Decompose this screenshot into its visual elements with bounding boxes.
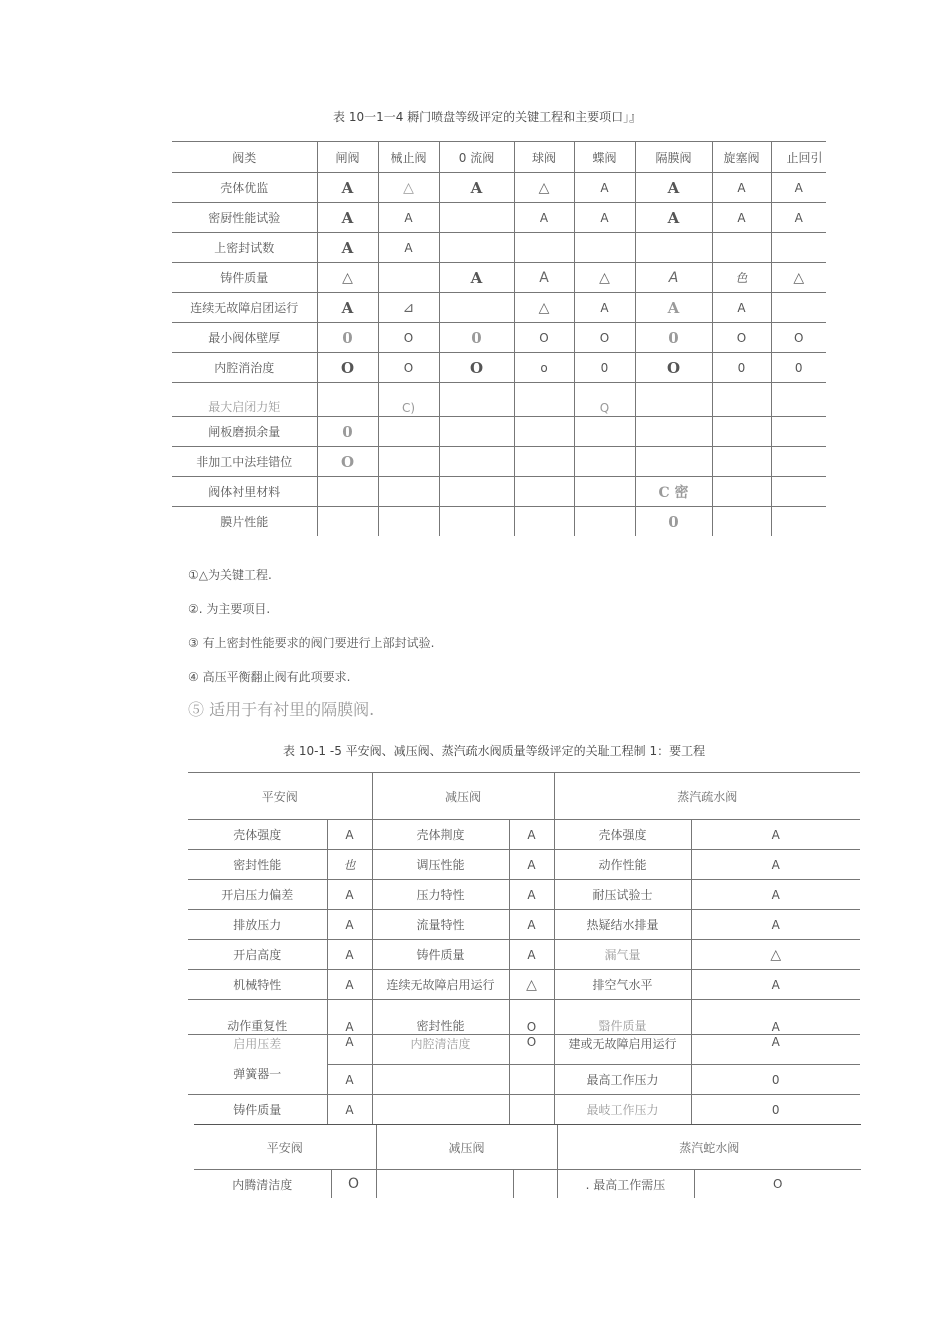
cell: O	[694, 1170, 861, 1199]
cell: O	[771, 323, 826, 353]
row-label: 铸件质量	[172, 263, 317, 293]
cell: 0	[317, 323, 378, 353]
table1-header-row	[172, 142, 826, 173]
cell	[514, 477, 574, 507]
cell: O	[712, 323, 771, 353]
cell: 排放压力	[188, 910, 327, 940]
cell: A	[327, 1095, 372, 1125]
header-cell: 械止阀	[378, 142, 439, 173]
table-row	[172, 323, 826, 353]
row-label: 上密封试数	[172, 233, 317, 263]
cell: A	[514, 263, 574, 293]
cell: 铸件质量	[372, 940, 509, 970]
cell	[574, 447, 635, 477]
cell: A	[509, 850, 554, 880]
cell	[712, 383, 771, 417]
cell	[771, 417, 826, 447]
table-row	[172, 417, 826, 447]
table-row	[188, 1000, 860, 1035]
table-row	[172, 203, 826, 233]
group-header: 减压阀	[376, 1125, 557, 1170]
cell: A	[439, 263, 514, 293]
cell: O	[509, 1035, 554, 1065]
cell: 建或无故障启用运行	[554, 1035, 691, 1065]
cell	[514, 233, 574, 263]
cell	[439, 507, 514, 537]
cell	[439, 383, 514, 417]
cell: O	[439, 353, 514, 383]
cell: 色	[712, 263, 771, 293]
cell: A	[691, 820, 860, 850]
cell	[514, 383, 574, 417]
cell	[574, 417, 635, 447]
cell	[514, 507, 574, 537]
table-row	[172, 293, 826, 323]
safety-valve-table-continued	[194, 1124, 861, 1198]
cell: A	[635, 173, 712, 203]
cell: A	[509, 880, 554, 910]
cell	[439, 417, 514, 447]
cell: 翳件质量	[554, 1000, 691, 1035]
cell	[514, 417, 574, 447]
cell: △	[514, 293, 574, 323]
cell: 0	[439, 323, 514, 353]
cell: O	[574, 323, 635, 353]
table-row	[188, 1035, 860, 1065]
cell: A	[635, 293, 712, 323]
cell: A	[691, 910, 860, 940]
row-label: 非加工中法珪错位	[172, 447, 317, 477]
cell	[635, 447, 712, 477]
table-row	[188, 1095, 860, 1125]
cell	[771, 477, 826, 507]
cell: 壳体强度	[188, 820, 327, 850]
cell: △	[574, 263, 635, 293]
group-header: 平安阀	[194, 1125, 376, 1170]
table-row	[172, 233, 826, 263]
cell: O	[317, 447, 378, 477]
table2-caption: 表 10-1 -5 平安阀、减压阀、蒸汽疏水阀质量等级评定的关耻工程制 1：要工程	[283, 744, 706, 758]
cell: 漏气量	[554, 940, 691, 970]
table-row	[188, 820, 860, 850]
group-header: 平安阀	[188, 773, 372, 820]
cell: 内腔清洁度	[372, 1035, 509, 1065]
safety-valve-table	[188, 772, 860, 1124]
cell: A	[635, 203, 712, 233]
cell: 压力特性	[372, 880, 509, 910]
note-3: ③ 有上密封性能要求的阀门要进行上部封试验.	[188, 636, 435, 650]
cell	[439, 293, 514, 323]
cell: 最高工作压力	[554, 1065, 691, 1095]
cell: 最岐工作压力	[554, 1095, 691, 1125]
header-cell: 球阀	[514, 142, 574, 173]
cell	[771, 293, 826, 323]
header-cell: 隔膜阀	[635, 142, 712, 173]
cell: △	[509, 970, 554, 1000]
cell: A	[509, 910, 554, 940]
cell	[771, 507, 826, 537]
cell: 热疑结水排量	[554, 910, 691, 940]
cell: 0	[635, 507, 712, 537]
cell: A	[327, 1065, 372, 1095]
note-1: ①△为关键工程.	[188, 568, 272, 582]
table-row	[172, 383, 826, 417]
row-label: 闸板磨损余量	[172, 417, 317, 447]
cell: A	[327, 820, 372, 850]
table1-caption: 表 10一1一4 耨门喷盘等级评定的关键工程和主要项口」』	[333, 110, 642, 124]
cell: A	[691, 970, 860, 1000]
cell: △	[317, 263, 378, 293]
row-label: 密厨性能试验	[172, 203, 317, 233]
cell: A	[712, 293, 771, 323]
row-label: 膜片性能	[172, 507, 317, 537]
cell	[574, 477, 635, 507]
table-row	[188, 970, 860, 1000]
cell: O	[509, 1000, 554, 1035]
cell: ⊿	[378, 293, 439, 323]
cell: A	[691, 1000, 860, 1035]
cell: A	[439, 173, 514, 203]
cell: 启用压差	[188, 1035, 327, 1065]
note-5: ⑤ 适用于有衬里的隔膜阀.	[188, 700, 375, 719]
cell: A	[317, 293, 378, 323]
cell	[771, 233, 826, 263]
cell	[712, 477, 771, 507]
cell: 0	[712, 353, 771, 383]
cell: . 最高工作需压	[557, 1170, 694, 1199]
cell: A	[327, 1035, 372, 1065]
cell	[439, 203, 514, 233]
table-row	[172, 263, 826, 293]
cell: 弹簧器一	[233, 1066, 282, 1081]
cell: 也	[327, 850, 372, 880]
row-label: 阀体衬里材料	[172, 477, 317, 507]
cell: △	[771, 263, 826, 293]
row-label: 最小阀体壁厚	[172, 323, 317, 353]
cell	[635, 233, 712, 263]
cell: A	[317, 173, 378, 203]
table3-group-row	[194, 1125, 861, 1170]
cell: 0	[771, 353, 826, 383]
header-cell: 旋塞阀	[712, 142, 771, 173]
cell: 机械特性	[188, 970, 327, 1000]
cell: A	[327, 970, 372, 1000]
cell	[771, 447, 826, 477]
cell	[439, 233, 514, 263]
cell: A	[378, 233, 439, 263]
group-header: 蒸汽蛇水阀	[557, 1125, 861, 1170]
cell: C)	[378, 383, 439, 417]
cell	[513, 1170, 557, 1199]
table-row	[188, 850, 860, 880]
cell: 流量特性	[372, 910, 509, 940]
cell: 开启高度	[188, 940, 327, 970]
row-label: 壳体优监	[172, 173, 317, 203]
note-4: ④ 高压平衡翻止阀有此项要求.	[188, 670, 351, 684]
cell	[712, 507, 771, 537]
cell: A	[574, 203, 635, 233]
cell: 动作性能	[554, 850, 691, 880]
cell: A	[317, 233, 378, 263]
header-cell: 蝶阀	[574, 142, 635, 173]
valve-quality-table	[172, 141, 826, 536]
cell: A	[771, 203, 826, 233]
cell: 铸件质量	[188, 1095, 327, 1125]
table-row	[172, 477, 826, 507]
cell: 耐压试验士	[554, 880, 691, 910]
cell	[317, 507, 378, 537]
cell: A	[574, 173, 635, 203]
cell: A	[691, 880, 860, 910]
table-row	[188, 910, 860, 940]
cell	[509, 1065, 554, 1095]
cell	[378, 447, 439, 477]
header-cell: 0 流阀	[439, 142, 514, 173]
cell	[635, 417, 712, 447]
cell: A	[327, 940, 372, 970]
cell: O	[331, 1170, 376, 1199]
cell: Q	[574, 383, 635, 417]
cell: O	[378, 353, 439, 383]
cell	[376, 1170, 513, 1199]
cell: A	[317, 203, 378, 233]
cell: 壳体荆度	[372, 820, 509, 850]
cell: A	[574, 293, 635, 323]
cell	[509, 1095, 554, 1125]
cell: 调压性能	[372, 850, 509, 880]
table-row	[188, 940, 860, 970]
header-cell: 止回引	[771, 142, 826, 173]
cell	[378, 507, 439, 537]
cell	[712, 233, 771, 263]
cell: 0	[691, 1095, 860, 1125]
table-row	[188, 1065, 860, 1095]
cell	[372, 1065, 509, 1095]
cell: A	[691, 850, 860, 880]
cell: △	[691, 940, 860, 970]
cell	[712, 417, 771, 447]
cell: o	[514, 353, 574, 383]
cell	[372, 1095, 509, 1125]
cell: 壳体强度	[554, 820, 691, 850]
cell: 0	[317, 417, 378, 447]
cell	[771, 383, 826, 417]
cell	[574, 507, 635, 537]
cell	[439, 447, 514, 477]
cell: O	[317, 353, 378, 383]
cell: A	[712, 203, 771, 233]
table-row	[172, 353, 826, 383]
cell	[317, 477, 378, 507]
header-cell: 闸阀	[317, 142, 378, 173]
cell	[574, 233, 635, 263]
cell: 排空气水平	[554, 970, 691, 1000]
cell: 0	[574, 353, 635, 383]
cell: O	[514, 323, 574, 353]
cell: △	[514, 173, 574, 203]
note-2: ②. 为主要项目.	[188, 602, 271, 616]
cell: O	[378, 323, 439, 353]
table-row	[194, 1170, 861, 1199]
row-label: 最大启闭力矩	[172, 383, 317, 417]
cell	[378, 417, 439, 447]
table-row	[172, 507, 826, 537]
cell	[514, 447, 574, 477]
group-header: 蒸汽疏水阀	[554, 773, 860, 820]
cell: A	[327, 910, 372, 940]
cell: A	[327, 880, 372, 910]
table-row	[172, 173, 826, 203]
table-row	[172, 447, 826, 477]
cell: A	[514, 203, 574, 233]
cell: 连续无故障启用运行	[372, 970, 509, 1000]
cell: A	[327, 1000, 372, 1035]
cell: 开启压力偏差	[188, 880, 327, 910]
cell: A	[378, 203, 439, 233]
cell: △	[378, 173, 439, 203]
cell	[317, 383, 378, 417]
row-label: 连续无故障启团运行	[172, 293, 317, 323]
table2-group-row	[188, 773, 860, 820]
cell: 内腾清洁度	[194, 1170, 331, 1199]
row-label: 内腔消治度	[172, 353, 317, 383]
cell	[439, 477, 514, 507]
cell: A	[712, 173, 771, 203]
group-header: 减压阀	[372, 773, 554, 820]
cell: A	[771, 173, 826, 203]
cell: A	[691, 1035, 860, 1065]
cell: A	[635, 263, 712, 293]
cell	[378, 263, 439, 293]
cell: 0	[691, 1065, 860, 1095]
cell: A	[509, 820, 554, 850]
cell: 动作重复性	[188, 1000, 327, 1035]
header-cell: 阀类	[172, 142, 317, 173]
cell	[712, 447, 771, 477]
cell: 0	[635, 323, 712, 353]
cell: 密封性能	[372, 1000, 509, 1035]
cell: C 密	[635, 477, 712, 507]
cell: A	[509, 940, 554, 970]
cell: 密封性能	[188, 850, 327, 880]
table-row	[188, 880, 860, 910]
cell: O	[635, 353, 712, 383]
cell	[378, 477, 439, 507]
cell	[635, 383, 712, 417]
